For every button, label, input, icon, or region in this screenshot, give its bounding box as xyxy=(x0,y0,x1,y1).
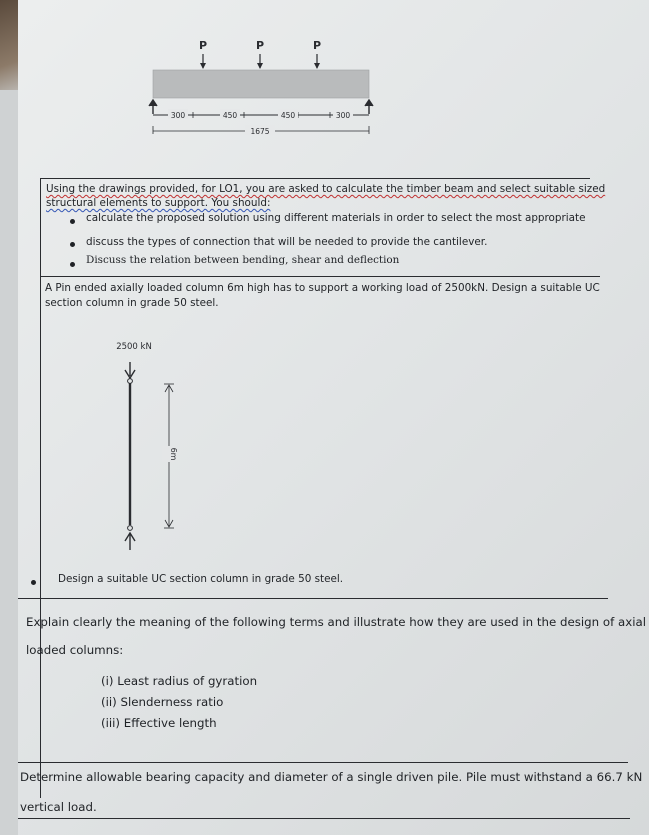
task4-line2: vertical load. xyxy=(20,800,97,814)
right-support-arrow xyxy=(365,100,373,114)
dim-3: 450 xyxy=(280,111,296,120)
section-divider-top xyxy=(40,178,590,179)
task3-item-2: (ii) Slenderness ratio xyxy=(101,695,224,709)
point-load-2 xyxy=(256,39,264,68)
dim-4: 300 xyxy=(335,111,351,120)
point-load-1 xyxy=(199,39,207,68)
total-length: 1675 xyxy=(250,127,270,136)
bullet-dot xyxy=(70,242,75,247)
column-bottom-pin xyxy=(128,526,133,531)
dim-2: 450 xyxy=(222,111,238,120)
column-diagram xyxy=(108,338,188,558)
task1-intro-line1 xyxy=(46,183,605,196)
dim-1: 300 xyxy=(170,111,186,120)
section-divider-3 xyxy=(18,598,608,599)
bullet-dot xyxy=(31,580,36,585)
bullet-dot xyxy=(70,219,75,224)
beam-body xyxy=(153,70,369,98)
section-divider-bottom xyxy=(18,818,630,819)
left-support-arrow xyxy=(149,100,157,114)
point-load-3 xyxy=(313,39,321,68)
task3-line1: Explain clearly the meaning of the following terms and illustrate how they are used in the design of axial xyxy=(26,615,647,629)
section-divider-2 xyxy=(40,276,600,277)
task3-line2: loaded columns: xyxy=(26,643,124,657)
task2-bullet: Design a suitable UC section column in grade 50 steel. xyxy=(58,573,344,585)
left-margin-line xyxy=(40,178,41,798)
column-height-label: 6m xyxy=(169,447,178,461)
task1-bullet-2: discuss the types of connection that will be needed to provide the cantilever. xyxy=(86,236,488,248)
task1-intro-line2-text: structural elements to support. You should: xyxy=(46,197,271,209)
task1-intro-line1-text: Using the drawings provided, for LO1, you are asked to calculate the timber beam and select suitable sized xyxy=(46,183,606,195)
task4-line1: Determine allowable bearing capacity and diameter of a single driven pile. Pile must withstand a 66.7 kN xyxy=(20,770,643,784)
load-label-1: P xyxy=(198,39,208,52)
task1-bullet-3: Discuss the relation between bending, shear and deflection xyxy=(86,254,400,266)
task1-intro-line2 xyxy=(46,197,270,210)
column-load-label: 2500 kN xyxy=(116,342,152,352)
load-label-2: P xyxy=(255,39,265,52)
bullet-dot xyxy=(70,262,75,267)
column-reaction-arrow xyxy=(125,533,135,550)
task1-bullet-1: calculate the proposed solution using different materials in order to select the most appropriate xyxy=(86,212,586,224)
task2-line1: A Pin ended axially loaded column 6m high has to support a working load of 2500kN. Design a suitable UC xyxy=(45,282,600,294)
section-divider-4 xyxy=(18,762,628,763)
task3-item-3: (iii) Effective length xyxy=(101,716,217,730)
load-label-3: P xyxy=(312,39,322,52)
beam-diagram xyxy=(140,30,390,145)
column-load-arrow xyxy=(125,362,135,378)
task2-line2: section column in grade 50 steel. xyxy=(45,297,219,309)
task3-item-1: (i) Least radius of gyration xyxy=(101,674,258,688)
